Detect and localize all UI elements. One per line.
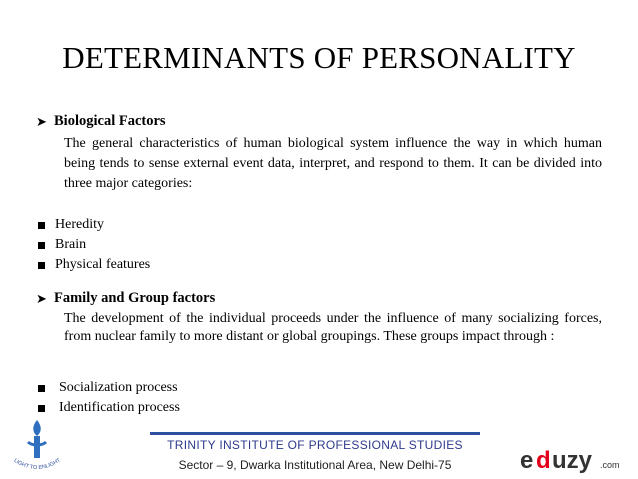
list-item: Physical features <box>36 255 150 275</box>
list-item: Brain <box>36 235 150 255</box>
slide-title: DETERMINANTS OF PERSONALITY <box>62 40 576 75</box>
footer-address: Sector – 9, Dwarka Institutional Area, New Delhi-75 <box>178 458 452 472</box>
list-item: Heredity <box>36 215 150 235</box>
arrow-bullet-icon: ➤ <box>36 290 47 306</box>
torch-icon <box>28 420 46 458</box>
square-bullet-icon <box>38 262 45 269</box>
svg-text:e: e <box>520 447 534 474</box>
section-heading-biological <box>36 113 166 130</box>
svg-text:d: d <box>536 447 551 474</box>
section-paragraph-biological: The general characteristics of human biological system influence the way in which human being tends to sense external event data, interpret, and respond to them. It can be divided into three major categories: <box>64 136 602 191</box>
arrow-bullet-icon: ➤ <box>36 113 47 129</box>
square-bullet-icon <box>38 222 45 229</box>
list-item: Identification process <box>36 398 180 418</box>
footer-divider <box>150 432 480 435</box>
footer-institute: TRINITY INSTITUTE OF PROFESSIONAL STUDIES <box>167 438 463 452</box>
bullet-list-family <box>36 378 180 418</box>
svg-text:.com: .com <box>600 460 620 470</box>
institute-logo <box>6 416 68 476</box>
eduzy-logo <box>520 446 630 474</box>
svg-text:LIGHT TO ENLIGHTEN: LIGHT TO ENLIGHT <box>12 457 62 472</box>
section-paragraph-family: The development of the individual proceeds under the influence of many socializing forces, from nuclear family to more distant or global groupings. These groups impact through : <box>64 311 602 344</box>
section-heading-text: Biological Factors <box>54 113 166 129</box>
list-item: Socialization process <box>36 378 180 398</box>
section-heading-family <box>36 290 215 307</box>
bullet-list-biological <box>36 215 150 275</box>
section-heading-text: Family and Group factors <box>54 290 216 306</box>
square-bullet-icon <box>38 242 45 249</box>
square-bullet-icon <box>38 385 45 392</box>
square-bullet-icon <box>38 405 45 412</box>
svg-text:uzy: uzy <box>552 447 593 474</box>
